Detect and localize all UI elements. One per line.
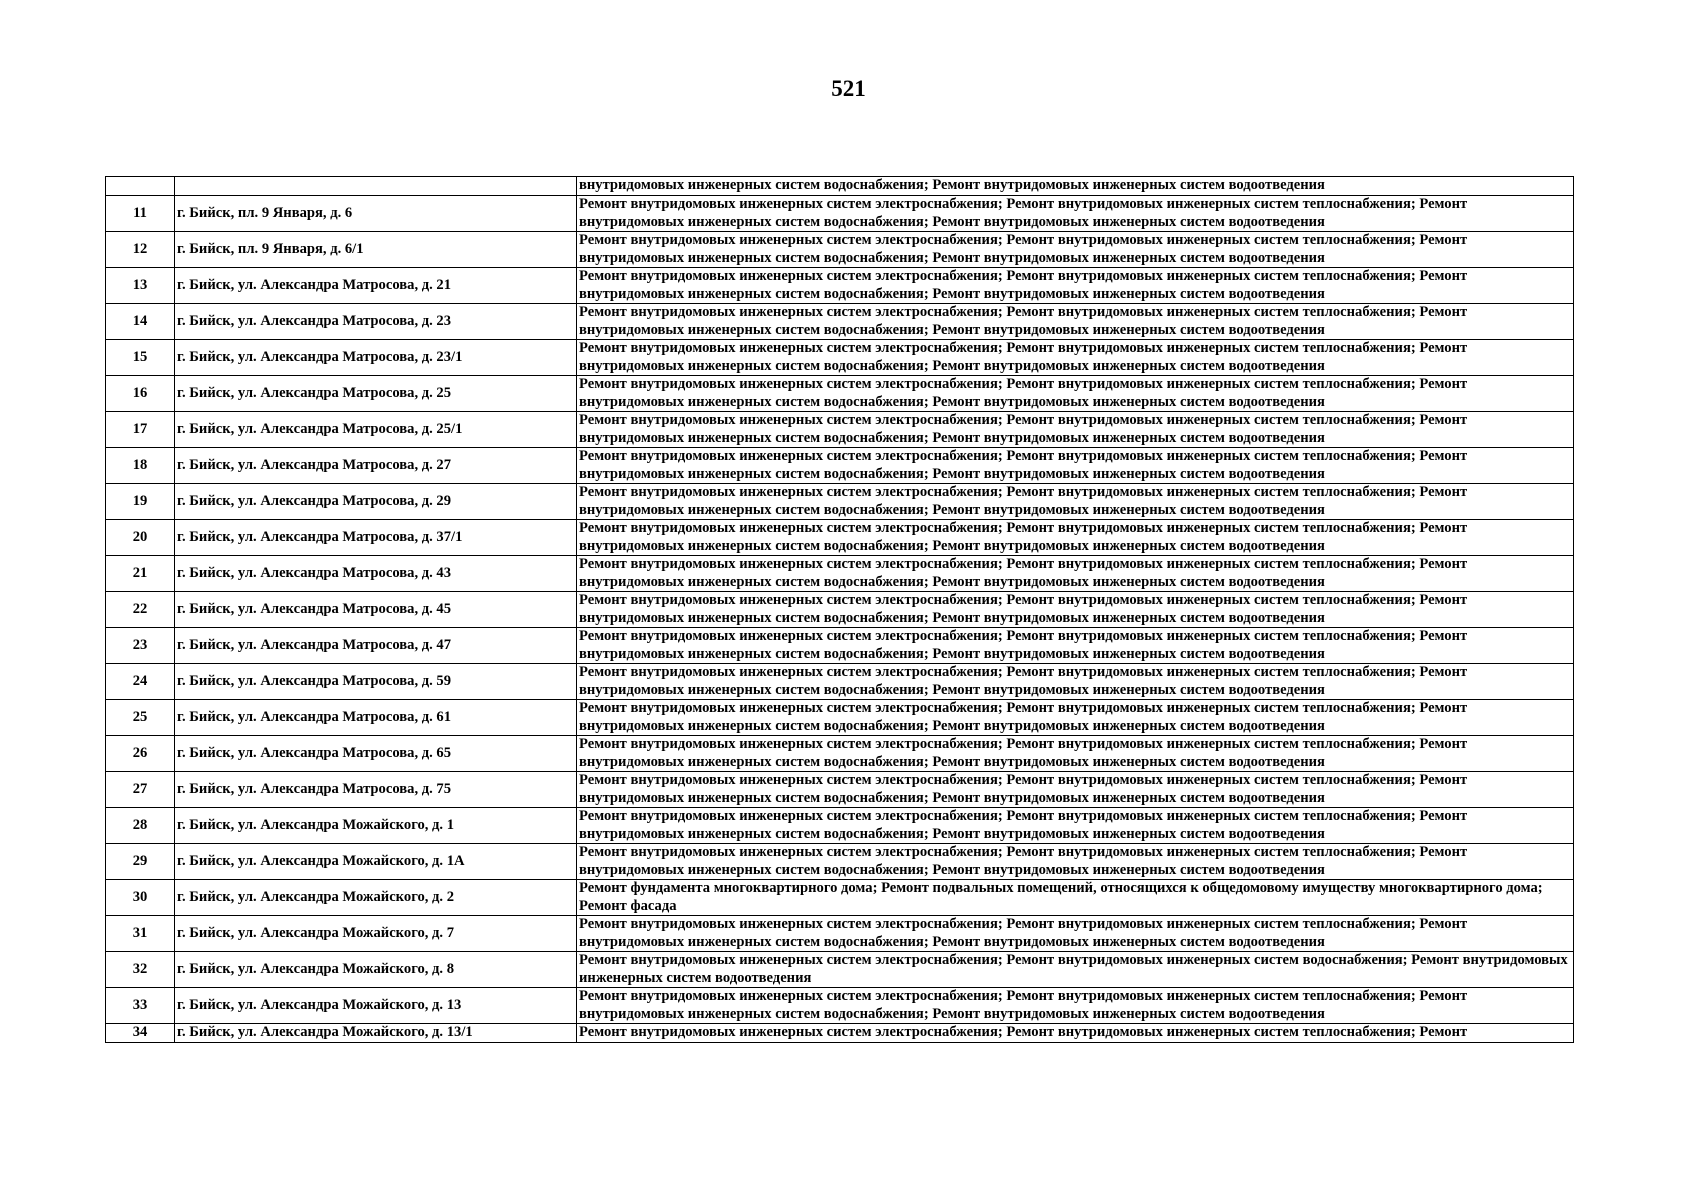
table-row [106,304,1574,340]
row-address: г. Бийск, ул. Александра Матросова, д. 47 [175,628,577,664]
row-address [175,177,577,196]
row-number: 16 [106,376,175,412]
row-number: 14 [106,304,175,340]
row-number: 25 [106,700,175,736]
row-work: Ремонт внутридомовых инженерных систем электроснабжения; Ремонт внутридомовых инженерных систем теплоснабжения; Ремонт внутридомовых инженерных систем водоснабжения; Ремонт внутридомовых инженерных систем водоотведения [577,556,1574,592]
row-number: 17 [106,412,175,448]
row-address: г. Бийск, ул. Александра Матросова, д. 27 [175,448,577,484]
table-row [106,664,1574,700]
row-number: 34 [106,1024,175,1043]
row-address: г. Бийск, ул. Александра Матросова, д. 21 [175,268,577,304]
table-row [106,196,1574,232]
table-row [106,988,1574,1024]
table-row [106,916,1574,952]
row-address: г. Бийск, ул. Александра Можайского, д. 13/1 [175,1024,577,1043]
table-body [106,177,1574,1043]
row-address: г. Бийск, ул. Александра Матросова, д. 29 [175,484,577,520]
row-address: г. Бийск, ул. Александра Можайского, д. 1 [175,808,577,844]
table-row [106,592,1574,628]
row-address: г. Бийск, ул. Александра Матросова, д. 75 [175,772,577,808]
row-work: Ремонт внутридомовых инженерных систем электроснабжения; Ремонт внутридомовых инженерных систем теплоснабжения; Ремонт внутридомовых инженерных систем водоснабжения; Ремонт внутридомовых инженерных систем водоотведения [577,592,1574,628]
row-address: г. Бийск, ул. Александра Можайского, д. 1А [175,844,577,880]
row-work: Ремонт внутридомовых инженерных систем электроснабжения; Ремонт внутридомовых инженерных систем водоснабжения; Ремонт внутридомовых инженерных систем водоотведения [577,952,1574,988]
row-number: 27 [106,772,175,808]
row-work: Ремонт внутридомовых инженерных систем электроснабжения; Ремонт внутридомовых инженерных систем теплоснабжения; Ремонт внутридомовых инженерных систем водоснабжения; Ремонт внутридомовых инженерных систем водоотведения [577,628,1574,664]
row-number: 13 [106,268,175,304]
row-work: Ремонт внутридомовых инженерных систем электроснабжения; Ремонт внутридомовых инженерных систем теплоснабжения; Ремонт внутридомовых инженерных систем водоснабжения; Ремонт внутридомовых инженерных систем водоотведения [577,304,1574,340]
row-address: г. Бийск, ул. Александра Матросова, д. 61 [175,700,577,736]
table-row [106,808,1574,844]
row-address: г. Бийск, ул. Александра Матросова, д. 65 [175,736,577,772]
row-work: Ремонт внутридомовых инженерных систем электроснабжения; Ремонт внутридомовых инженерных систем теплоснабжения; Ремонт внутридомовых инженерных систем водоснабжения; Ремонт внутридомовых инженерных систем водоотведения [577,844,1574,880]
row-address: г. Бийск, ул. Александра Матросова, д. 43 [175,556,577,592]
table-row [106,736,1574,772]
table-row [106,376,1574,412]
row-work: Ремонт внутридомовых инженерных систем электроснабжения; Ремонт внутридомовых инженерных систем теплоснабжения; Ремонт внутридомовых инженерных систем водоснабжения; Ремонт внутридомовых инженерных систем водоотведения [577,484,1574,520]
table-row [106,484,1574,520]
row-work: Ремонт внутридомовых инженерных систем электроснабжения; Ремонт внутридомовых инженерных систем теплоснабжения; Ремонт внутридомовых инженерных систем водоснабжения; Ремонт внутридомовых инженерных систем водоотведения [577,448,1574,484]
row-address: г. Бийск, ул. Александра Матросова, д. 25 [175,376,577,412]
row-work: внутридомовых инженерных систем водоснабжения; Ремонт внутридомовых инженерных систем водоотведения [577,177,1574,196]
row-work: Ремонт внутридомовых инженерных систем электроснабжения; Ремонт внутридомовых инженерных систем теплоснабжения; Ремонт [577,1024,1574,1043]
row-work: Ремонт внутридомовых инженерных систем электроснабжения; Ремонт внутридомовых инженерных систем теплоснабжения; Ремонт внутридомовых инженерных систем водоснабжения; Ремонт внутридомовых инженерных систем водоотведения [577,232,1574,268]
row-number: 32 [106,952,175,988]
row-work: Ремонт внутридомовых инженерных систем электроснабжения; Ремонт внутридомовых инженерных систем теплоснабжения; Ремонт внутридомовых инженерных систем водоснабжения; Ремонт внутридомовых инженерных систем водоотведения [577,772,1574,808]
row-number: 19 [106,484,175,520]
row-work: Ремонт внутридомовых инженерных систем электроснабжения; Ремонт внутридомовых инженерных систем теплоснабжения; Ремонт внутридомовых инженерных систем водоснабжения; Ремонт внутридомовых инженерных систем водоотведения [577,412,1574,448]
row-work: Ремонт фундамента многоквартирного дома; Ремонт подвальных помещений, относящихся к общедомовому имуществу многоквартирного дома; Ремонт фасада [577,880,1574,916]
row-work: Ремонт внутридомовых инженерных систем электроснабжения; Ремонт внутридомовых инженерных систем теплоснабжения; Ремонт внутридомовых инженерных систем водоснабжения; Ремонт внутридомовых инженерных систем водоотведения [577,916,1574,952]
row-address: г. Бийск, ул. Александра Можайского, д. 13 [175,988,577,1024]
row-work: Ремонт внутридомовых инженерных систем электроснабжения; Ремонт внутридомовых инженерных систем теплоснабжения; Ремонт внутридомовых инженерных систем водоснабжения; Ремонт внутридомовых инженерных систем водоотведения [577,520,1574,556]
row-number: 33 [106,988,175,1024]
row-number: 23 [106,628,175,664]
row-work: Ремонт внутридомовых инженерных систем электроснабжения; Ремонт внутридомовых инженерных систем теплоснабжения; Ремонт внутридомовых инженерных систем водоснабжения; Ремонт внутридомовых инженерных систем водоотведения [577,376,1574,412]
row-number: 29 [106,844,175,880]
row-address: г. Бийск, ул. Александра Матросова, д. 59 [175,664,577,700]
table-row [106,1024,1574,1043]
table-row [106,880,1574,916]
row-work: Ремонт внутридомовых инженерных систем электроснабжения; Ремонт внутридомовых инженерных систем теплоснабжения; Ремонт внутридомовых инженерных систем водоснабжения; Ремонт внутридомовых инженерных систем водоотведения [577,736,1574,772]
row-number: 28 [106,808,175,844]
table-row [106,700,1574,736]
row-number: 20 [106,520,175,556]
row-work: Ремонт внутридомовых инженерных систем электроснабжения; Ремонт внутридомовых инженерных систем теплоснабжения; Ремонт внутридомовых инженерных систем водоснабжения; Ремонт внутридомовых инженерных систем водоотведения [577,808,1574,844]
row-number: 26 [106,736,175,772]
row-number: 18 [106,448,175,484]
table-row [106,232,1574,268]
row-address: г. Бийск, ул. Александра Можайского, д. 2 [175,880,577,916]
page-number: 521 [831,76,866,101]
row-address: г. Бийск, ул. Александра Можайского, д. 8 [175,952,577,988]
table-row [106,844,1574,880]
table-row [106,448,1574,484]
row-number: 22 [106,592,175,628]
row-number: 24 [106,664,175,700]
row-work: Ремонт внутридомовых инженерных систем электроснабжения; Ремонт внутридомовых инженерных систем теплоснабжения; Ремонт внутридомовых инженерных систем водоснабжения; Ремонт внутридомовых инженерных систем водоотведения [577,340,1574,376]
row-number: 21 [106,556,175,592]
row-work: Ремонт внутридомовых инженерных систем электроснабжения; Ремонт внутридомовых инженерных систем теплоснабжения; Ремонт внутридомовых инженерных систем водоснабжения; Ремонт внутридомовых инженерных систем водоотведения [577,268,1574,304]
table-row [106,628,1574,664]
table-row [106,772,1574,808]
row-number: 11 [106,196,175,232]
row-work: Ремонт внутридомовых инженерных систем электроснабжения; Ремонт внутридомовых инженерных систем теплоснабжения; Ремонт внутридомовых инженерных систем водоснабжения; Ремонт внутридомовых инженерных систем водоотведения [577,988,1574,1024]
repair-registry-table [105,176,1574,1043]
row-address: г. Бийск, пл. 9 Января, д. 6 [175,196,577,232]
row-number: 31 [106,916,175,952]
row-work: Ремонт внутридомовых инженерных систем электроснабжения; Ремонт внутридомовых инженерных систем теплоснабжения; Ремонт внутридомовых инженерных систем водоснабжения; Ремонт внутридомовых инженерных систем водоотведения [577,700,1574,736]
row-number: 15 [106,340,175,376]
row-work: Ремонт внутридомовых инженерных систем электроснабжения; Ремонт внутридомовых инженерных систем теплоснабжения; Ремонт внутридомовых инженерных систем водоснабжения; Ремонт внутридомовых инженерных систем водоотведения [577,196,1574,232]
row-address: г. Бийск, ул. Александра Матросова, д. 37/1 [175,520,577,556]
table-row [106,952,1574,988]
row-work: Ремонт внутридомовых инженерных систем электроснабжения; Ремонт внутридомовых инженерных систем теплоснабжения; Ремонт внутридомовых инженерных систем водоснабжения; Ремонт внутридомовых инженерных систем водоотведения [577,664,1574,700]
table-row [106,556,1574,592]
row-address: г. Бийск, ул. Александра Матросова, д. 23 [175,304,577,340]
row-address: г. Бийск, ул. Александра Матросова, д. 23/1 [175,340,577,376]
row-address: г. Бийск, ул. Александра Матросова, д. 25/1 [175,412,577,448]
row-address: г. Бийск, ул. Александра Матросова, д. 45 [175,592,577,628]
row-number: 30 [106,880,175,916]
row-address: г. Бийск, ул. Александра Можайского, д. 7 [175,916,577,952]
table-row [106,268,1574,304]
row-number [106,177,175,196]
table-row-continuation [106,177,1574,196]
table-row [106,340,1574,376]
table-row [106,520,1574,556]
row-number: 12 [106,232,175,268]
row-address: г. Бийск, пл. 9 Января, д. 6/1 [175,232,577,268]
table-row [106,412,1574,448]
